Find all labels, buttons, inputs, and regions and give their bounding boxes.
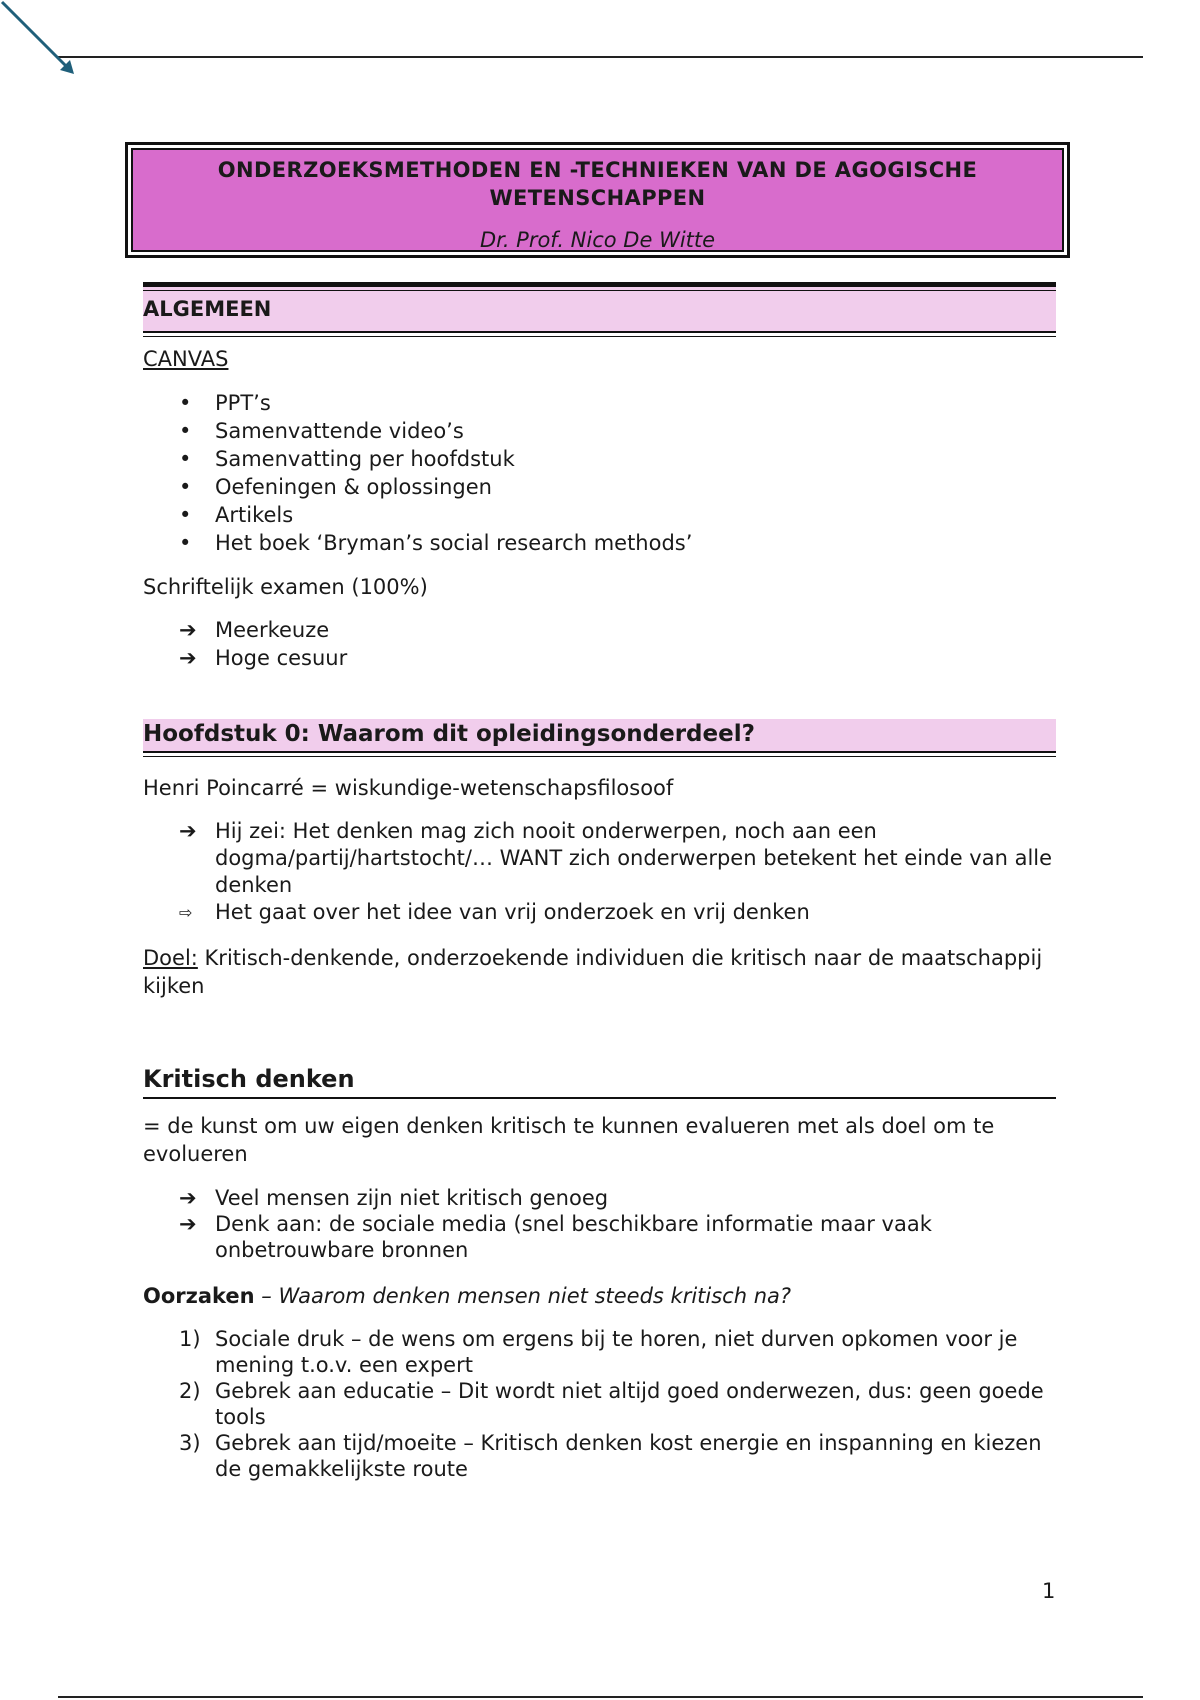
- section-hoofdstuk0-label: Hoofdstuk 0: Waarom dit opleidingsonderdeel?: [143, 721, 755, 747]
- list-item: ➔ Denk aan: de sociale media (snel beschikbare informatie maar vaak onbetrouwbare bronnen: [179, 1212, 932, 1262]
- arrow-right-icon: ➔: [179, 1186, 197, 1210]
- document-title: ONDERZOEKSMETHODEN EN -TECHNIEKEN VAN DE AGOGISCHE WETENSCHAPPEN: [217, 158, 978, 210]
- kritisch-denken-heading: Kritisch denken: [143, 1065, 1056, 1099]
- list-item: 2) Gebrek aan educatie – Dit wordt niet altijd goed onderwezen, dus: geen goede tools: [179, 1379, 1044, 1429]
- list-item: ➔ Meerkeuze: [179, 618, 330, 642]
- list-item: ⇨ Het gaat over het idee van vrij onderzoek en vrij denken: [179, 900, 810, 924]
- doel-paragraph: Doel: Kritisch-denkende, onderzoekende individuen die kritisch naar de maatschappij kijken: [143, 946, 1043, 998]
- hollow-arrow-icon: ⇨: [179, 903, 193, 922]
- section-hoofdstuk0-heading: [143, 719, 1056, 753]
- canvas-list: [143, 389, 1056, 557]
- document-author: Dr. Prof. Nico De Witte: [479, 228, 716, 252]
- list-item: • Oefeningen & oplossingen: [143, 473, 1056, 501]
- list-item: • PPT’s: [143, 389, 1056, 417]
- poincare-intro: Henri Poincarré = wiskundige-wetenschapsfilosoof: [143, 776, 674, 800]
- list-item: • Samenvatting per hoofdstuk: [143, 445, 1056, 473]
- list-item: ➔ Hij zei: Het denken mag zich nooit onderwerpen, noch aan een dogma/partij/hartstocht/… WANT zich onderwerpen betekent het einde van alle denken: [179, 819, 1053, 897]
- page-number: 1: [1042, 1579, 1056, 1603]
- header-rule: [58, 56, 1143, 58]
- arrow-right-icon: ➔: [179, 819, 197, 843]
- exam-label: Schriftelijk examen (100%): [143, 575, 428, 599]
- corner-arrow-icon: [0, 0, 80, 80]
- arrow-right-icon: ➔: [179, 618, 197, 642]
- oorzaken-heading: Oorzaken – Waarom denken mensen niet steeds kritisch na?: [143, 1284, 792, 1308]
- canvas-label: CANVAS: [143, 347, 229, 371]
- list-item: • Samenvattende video’s: [143, 417, 1056, 445]
- list-item: ➔ Hoge cesuur: [179, 646, 348, 670]
- list-item: 1) Sociale druk – de wens om ergens bij te horen, niet durven opkomen voor je mening t.o.v. een expert: [179, 1327, 1018, 1377]
- kritisch-points: [143, 1185, 1056, 1263]
- arrow-right-icon: ➔: [179, 646, 197, 670]
- kritisch-definition: = de kunst om uw eigen denken kritisch te kunnen evalueren met als doel om te evolueren: [143, 1114, 995, 1166]
- arrow-right-icon: ➔: [179, 1212, 197, 1236]
- list-item: ➔ Veel mensen zijn niet kritisch genoeg: [179, 1186, 609, 1210]
- list-item: • Het boek ‘Bryman’s social research methods’: [143, 529, 1056, 557]
- poincare-points: [143, 818, 1056, 926]
- oorzaken-list: [143, 1326, 1056, 1482]
- title-box: [125, 142, 1070, 258]
- exam-list: [143, 616, 1056, 672]
- section-algemeen-label: ALGEMEEN: [143, 297, 272, 321]
- list-item: • Artikels: [143, 501, 1056, 529]
- list-item: 3) Gebrek aan tijd/moeite – Kritisch denken kost energie en inspanning en kiezen de gemakkelijkste route: [179, 1431, 1042, 1481]
- section-algemeen-heading: [143, 282, 1056, 333]
- footer-rule: [58, 1696, 1143, 1698]
